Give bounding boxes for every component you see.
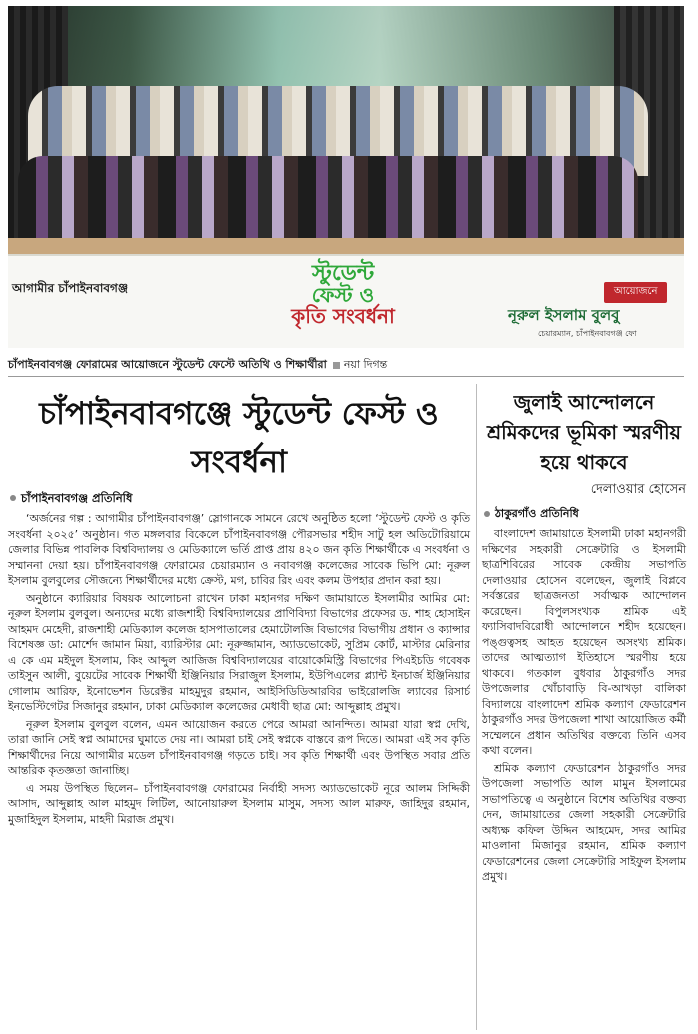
fest-logo: [278, 262, 408, 327]
group-front-row: [18, 156, 638, 246]
caption-source: নয়া দিগন্ত: [343, 358, 388, 371]
main-byline-text: চাঁপাইনবাবগঞ্জ প্রতিনিধি: [21, 491, 133, 505]
bullet-icon: [484, 511, 490, 517]
fest-logo-line3: কৃতি সংবর্ধনা: [291, 304, 395, 329]
side-headline: জুলাই আন্দোলনে শ্রমিকদের ভূমিকা স্মরণীয় হয়ে থাকবে: [486, 391, 682, 474]
side-paragraph: শ্রমিক কল্যাণ ফেডারেশন ঠাকুরগাঁও সদর উপজেলা সভাপতি আল মামুন ইসলামের সভাপতিত্বে এ অনুষ্ঠানে বিশেষ অতিথির বক্তব্য দেন, জামায়াতের জেলা সহকারী সেক্রেটারি অধ্যক্ষ কফিল উদ্দিন আহমেদ, সদর আমির মাওলানা মিজানুর রহমান, শ্রমিক কল্যাণ ফেডারেশনের জেলা সেক্রেটারি সাইফুল ইসলাম প্রমুখ।: [482, 761, 686, 883]
fest-logo-line2: ফেস্ট ও: [311, 283, 375, 308]
organizer-role: চেয়ারম্যান, চাঁপাইনবাবগঞ্জ ফো: [538, 329, 637, 338]
main-body: [8, 511, 470, 827]
main-paragraph: এ সময় উপস্থিত ছিলেন– চাঁপাইনবাবগঞ্জ ফোরামের নির্বাহী সদস্য অ্যাডভোকেট নূরে আলম সিদ্দিকী আসাদ, আব্দুল্লাহ আল মাহমুদ লিটিল, আনোয়ারুল ইসলাম মাসুম, সদস্য আল মারুফ, জাহিদুর রহমান, মুজাহিদুল ইসলাম, মাহদী মিরাজ প্রমুখ।: [8, 781, 470, 826]
fest-logo-line1: স্টুডেন্ট: [311, 261, 375, 286]
main-byline: [8, 490, 470, 509]
side-body: [482, 526, 686, 885]
square-bullet-icon: [333, 362, 340, 369]
main-paragraph: অনুষ্ঠানে ক্যারিয়ার বিষয়ক আলোচনা রাখেন ঢাকা মহানগর দক্ষিণ জামায়াতে ইসলামীর আমির মো: নূরুল ইসলাম বুলবুল। অন্যদের মধ্যে রাজশাহী বিশ্ববিদ্যালয়ের প্রাণিবিদ্যা বিভাগের প্রফেসর ড. শাহ হোসাইন আহমদ মেহেদী, রাজশাহী মেডিক্যাল কলেজ হাসপাতালের হেমাটোলজি বিভাগের বিভাগীয় প্রধান ও ক্যান্সার বিশেষজ্ঞ ডা: মোর্শেদ জামান মিয়া, ব্যারিস্টার মো: নূরুজ্জামান, অ্যাডভোকেট, সুপ্রিম কোর্ট, মাস্টার মেরিনার এ কে এম মইদুল ইসলাম, কিং আব্দুল আজিজ বিশ্ববিদ্যালয়ের বায়োকেমিস্ট্রি বিভাগের পিএইচডি গবেষক তাইসুন আলী, বুয়েটের সাবেক শিক্ষার্থী ইঞ্জিনিয়ার সিরাজুল ইসলাম, ইউপিএলের প্ল্যান্ট ইনচার্জ ইঞ্জিনিয়ার গোলাম আরিফ, ইনোভেশন ডিরেক্টর মাহমুদুর রহমান, আইসিডিডিআরবির ভাইরোলজি ল্যাবের রিসার্চ ইনভেস্টিগেটর সিজানুর রহমান, ঢাকা মেডিক্যাল কলেজের মেধাবী ছাত্র মো: আব্দুল্লাহ প্রমুখ।: [8, 591, 470, 713]
main-article: [8, 384, 470, 829]
side-byline-text: ঠাকুরগাঁও প্রতিনিধি: [495, 507, 579, 520]
organizer-tag: আয়োজনে: [604, 282, 667, 303]
main-paragraph: নূরুল ইসলাম বুলবুল বলেন, এমন আয়োজন করতে পেরে আমরা আনন্দিত। আমরা যারা স্বপ্ন দেখি, তারা জানি সেই স্বপ্ন আমাদের ঘুমাতে দেয় না। আমরা চাই সেই স্বপ্নকে বাস্তবে রূপ দিতে। আমরা এই সব কৃতি শিক্ষার্থীদের নিয়ে আগামীর মডেল চাঁপাইনবাবগঞ্জ গড়তে চাই। সব কৃতি শিক্ষার্থী এবং উপস্থিত সবার প্রতি আন্তরিক কৃতজ্ঞতা জানাচ্ছি।: [8, 717, 470, 777]
side-article: [482, 388, 686, 887]
event-banner: [8, 254, 684, 348]
side-paragraph: বাংলাদেশ জামায়াতে ইসলামী ঢাকা মহানগরী দক্ষিণের সহকারী সেক্রেটারি ও ইসলামী ছাত্রশিবিরের সাবেক কেন্দ্রীয় সভাপতি দেলাওয়ার হোসেন বলেছেন, জুলাই বিপ্লবে সর্বস্তরের ছাত্রজনতা সর্বাত্মক আন্দোলন করেছেন। বিপুলসংখ্যক শ্রমিক এই ফ্যাসিবাদবিরোধী আন্দোলনে শহীদ হয়েছেন। পঙ্গুত্বসহ আহত হয়েছেন অসংখ্য শ্রমিক। তাদের আত্মত্যাগ ইতিহাসে স্মরণীয় হয়ে থাকবে। গতকাল বুধবার ঠাকুরগাঁও সদর উপজেলার খোঁচাবাড়ি বি-আখড়া বালিকা বিদ্যালয়ে বাংলাদেশ শ্রমিক কল্যাণ ফেডারেশন ঠাকুরগাঁও সদর উপজেলা শাখা আয়োজিত কর্মী সম্মেলনে প্রধান অতিথির বক্তব্যে তিনি এসব কথা বলেন।: [482, 527, 686, 757]
caption-divider: [8, 376, 684, 377]
side-byline: [482, 505, 686, 524]
banner-slogan: আগামীর চাঁপাইনবাবগঞ্জ: [12, 281, 129, 295]
caption-text: চাঁপাইনবাবগঞ্জ ফোরামের আয়োজনে স্টুডেন্ট ফেস্টে অতিথি ও শিক্ষার্থীরা: [8, 358, 327, 371]
column-divider: [476, 384, 477, 1030]
news-photo: [8, 6, 684, 348]
photo-caption: [8, 356, 684, 375]
main-headline: চাঁপাইনবাবগঞ্জে স্টুডেন্ট ফেস্ট ও সংবর্ধনা: [39, 396, 439, 480]
side-author: দেলাওয়ার হোসেন: [590, 482, 686, 497]
organizer-name: নূরুল ইসলাম বুলবু: [508, 306, 620, 324]
bullet-icon: [10, 495, 16, 501]
main-paragraph: ‘অর্জনের গল্প : আগামীর চাঁপাইনবাবগঞ্জ’ স্লোগানকে সামনে রেখে অনুষ্ঠিত হলো ‘স্টুডেন্ট ফেস্ট ও কৃতি সংবর্ধনা ২০২৫’ অনুষ্ঠান। গত মঙ্গলবার বিকেলে চাঁপাইনবাবগঞ্জ পৌরসভার শহীদ সাটু হল অডিটোরিয়ামে জেলার বিভিন্ন পাবলিক বিশ্ববিদ্যালয় ও মেডিক্যালে ভর্তি প্রাপ্ত প্রায় ৪২০ জন কৃতি শিক্ষার্থীকে এ সংবর্ধনা ও সম্মাননা দেয়া হয়। চাঁপাইনবাবগঞ্জ ফোরামের চেয়ারম্যান ও নবাবগঞ্জ কলেজের সাবেক ভিপি মো: নূরুল ইসলাম বুলবুলের সৌজন্যে শিক্ষার্থীদের মধ্যে ক্রেস্ট, মগ, চাবির রিং এবং কলম উপহার প্রদান করা হয়।: [8, 512, 470, 587]
